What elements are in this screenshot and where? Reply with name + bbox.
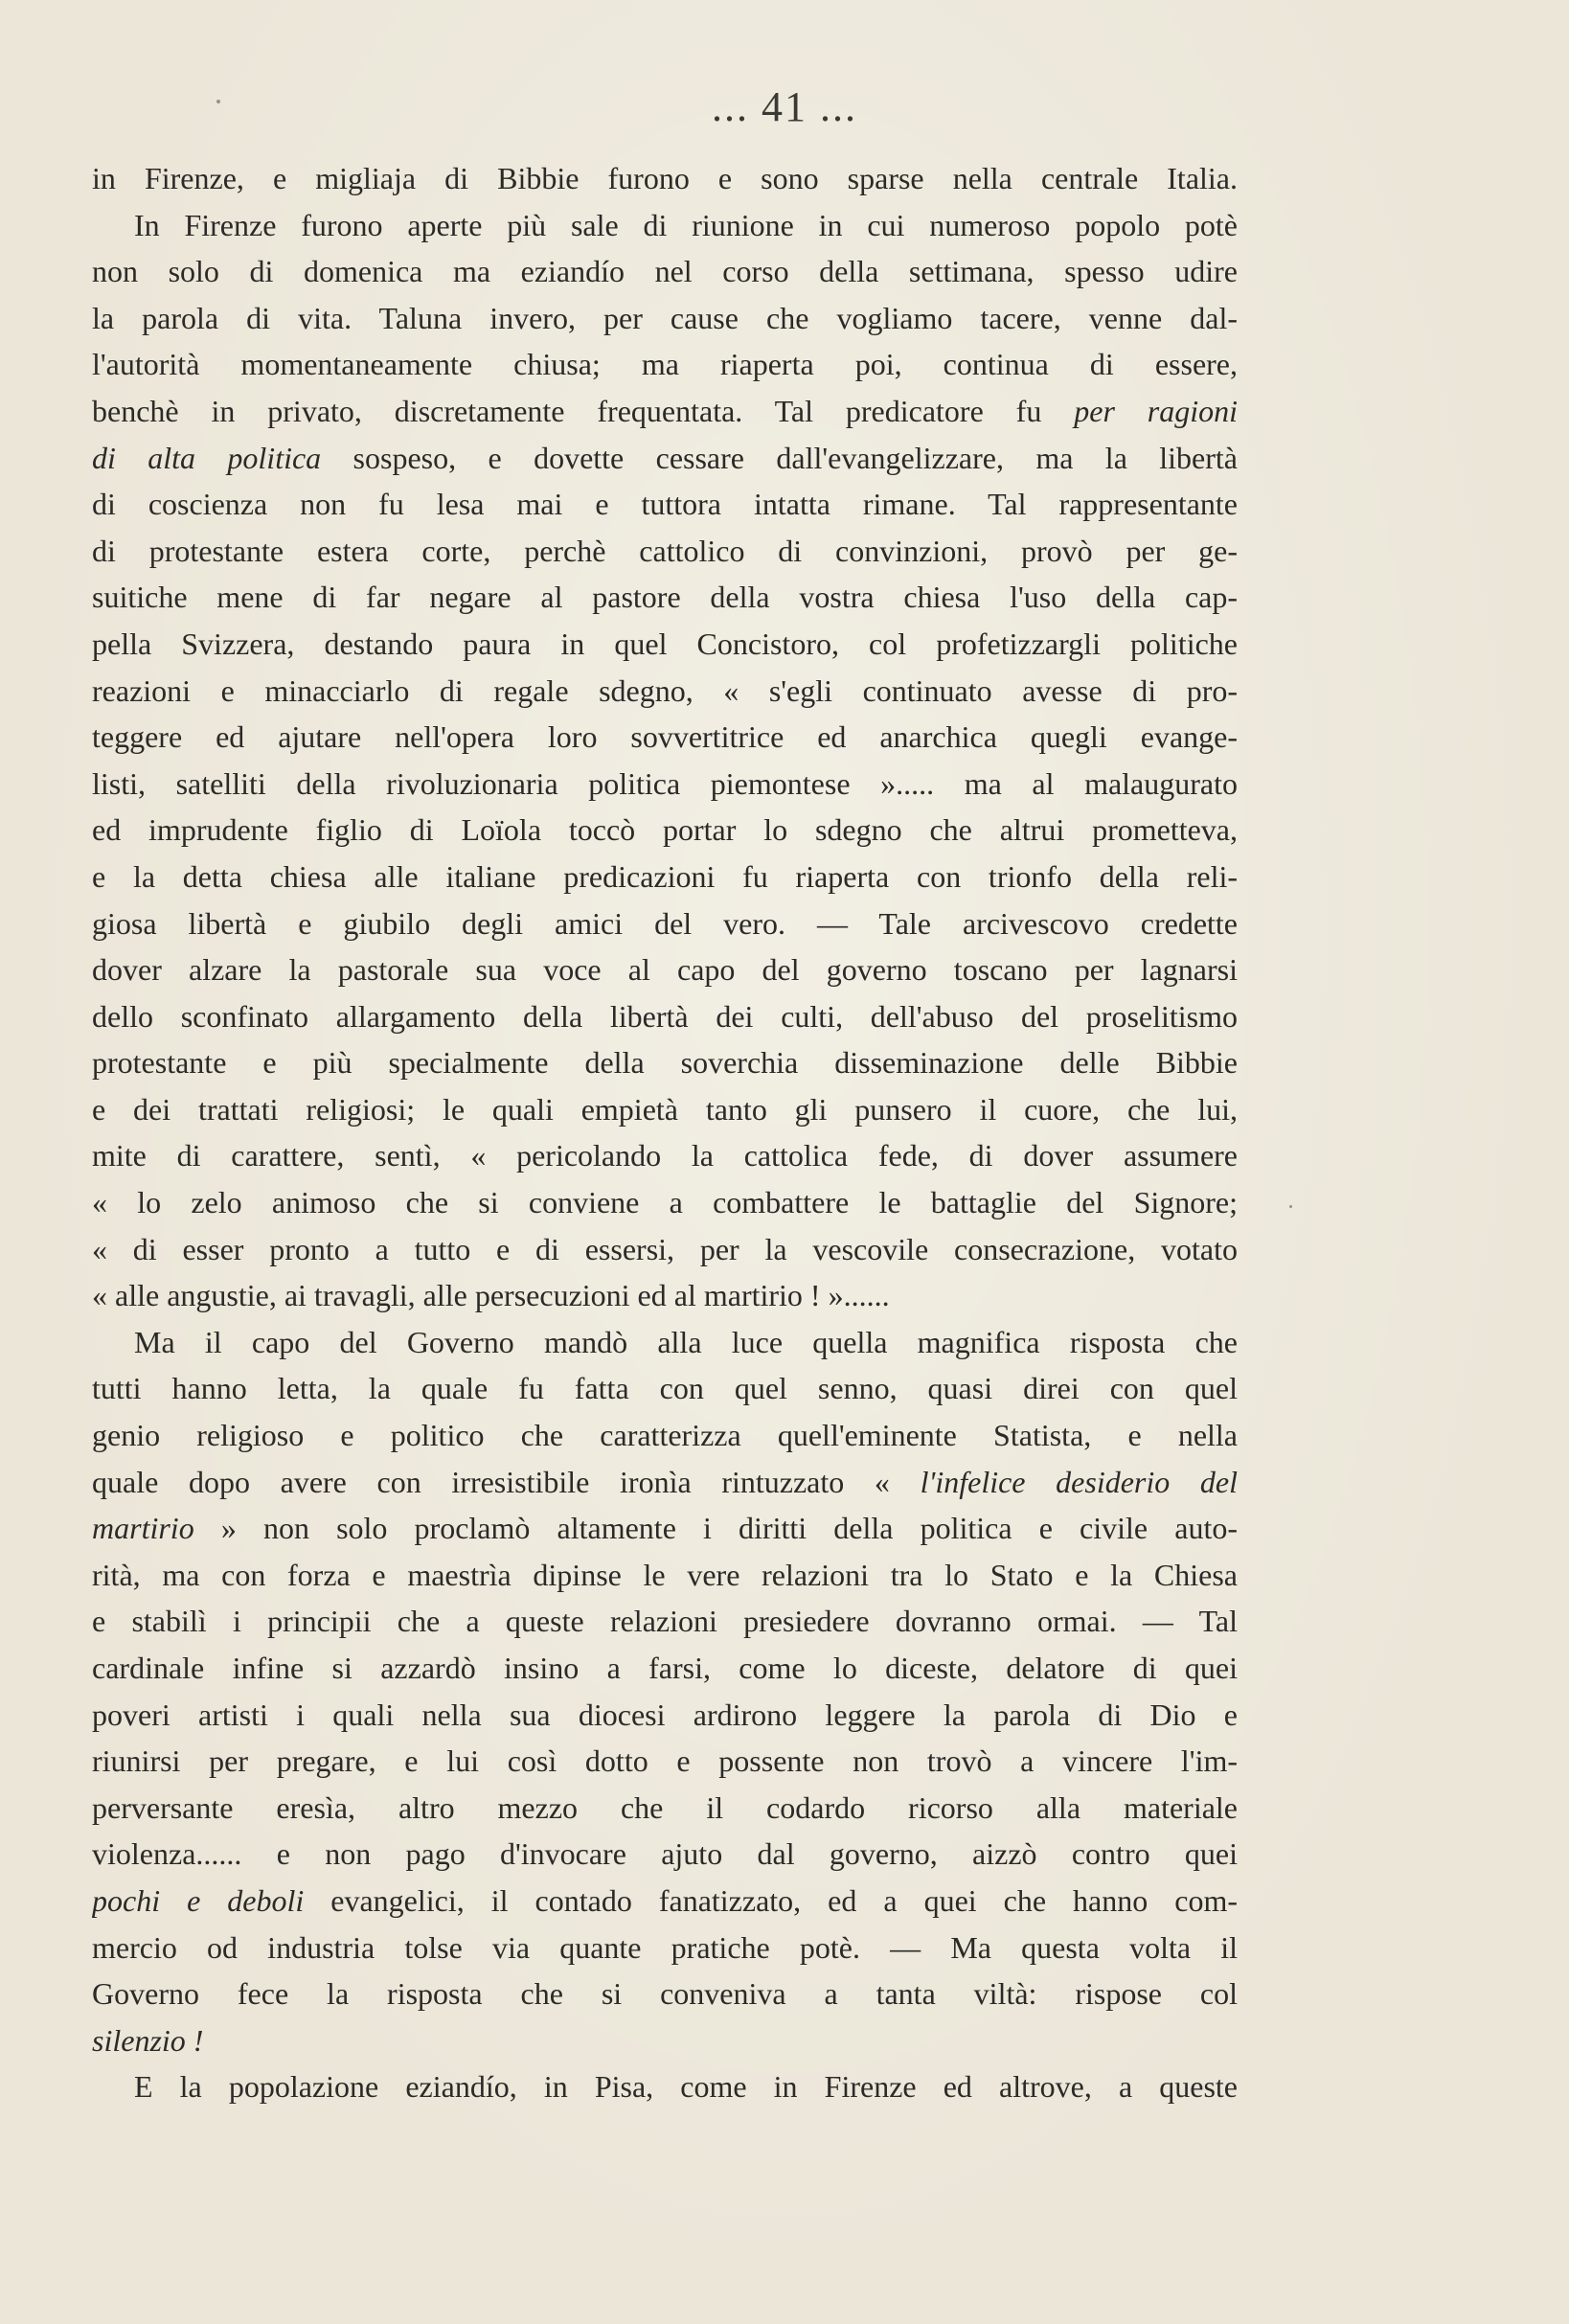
text-line: di protestante estera corte, perchè cattolico di convinzioni, provò per ge- — [92, 533, 1238, 568]
text-line: reazioni e minacciarlo di regale sdegno, « s'egli continuato avesse di pro- — [92, 672, 1238, 708]
text-line: di alta politica sospeso, e dovette cessare dall'evangelizzare, ma la libertà — [92, 440, 1238, 475]
text-line: tutti hanno letta, la quale fu fatta con quel senno, quasi direi con quel — [92, 1371, 1238, 1406]
text-line: silenzio ! — [92, 2022, 204, 2058]
text-line: quale dopo avere con irresistibile ironìa rintuzzato « l'infelice desiderio del — [92, 1464, 1238, 1499]
text-line: e stabilì i principii che a queste relazioni presiedere dovranno ormai. — Tal — [92, 1604, 1238, 1639]
text-line: cardinale infine si azzardò insino a farsi, come lo diceste, delatore di quei — [92, 1651, 1238, 1685]
text-line: « lo zelo animoso che si conviene a combattere le battaglie del Signore; — [92, 1185, 1238, 1220]
text-line: « di esser pronto a tutto e di essersi, per la vescovile consecrazione, votato — [92, 1231, 1238, 1266]
text-line: mercio od industria tolse via quante pratiche potè. — Ma questa volta il — [92, 1929, 1238, 1965]
text-line: in Firenze, e migliaja di Bibbie furono e sono sparse nella centrale Italia. — [92, 161, 1238, 195]
text-line: benchè in privato, discretamente frequentata. Tal predicatore fu per ragioni — [92, 393, 1238, 428]
text-line: genio religioso e politico che caratterizza quell'eminente Statista, e nella — [92, 1418, 1238, 1453]
text-line: dello sconfinato allargamento della libertà dei culti, dell'abuso del proselitismo — [92, 998, 1238, 1034]
text-line: E la popolazione eziandío, in Pisa, come in Firenze ed altrove, a queste — [134, 2069, 1238, 2105]
text-line: di coscienza non fu lesa mai e tuttora intatta rimane. Tal rappresentante — [92, 487, 1238, 522]
text-line: pella Svizzera, destando paura in quel Concistoro, col profetizzargli politiche — [92, 626, 1238, 661]
text-line: martirio » non solo proclamò altamente i diritti della politica e civile auto- — [92, 1511, 1238, 1546]
text-line: mite di carattere, sentì, « pericolando la cattolica fede, di dover assumere — [92, 1138, 1238, 1173]
text-line: ed imprudente figlio di Loïola toccò portar lo sdegno che altrui prometteva, — [92, 812, 1238, 848]
text-line: giosa libertà e giubilo degli amici del vero. — Tale arcivescovo credette — [92, 905, 1238, 941]
text-line: la parola di vita. Taluna invero, per cause che vogliamo tacere, venne dal- — [92, 300, 1238, 335]
text-line: rità, ma con forza e maestrìa dipinse le vere relazioni tra lo Stato e la Chiesa — [92, 1557, 1238, 1592]
text-line: e dei trattati religiosi; le quali empietà tanto gli punsero il cuore, che lui, — [92, 1091, 1238, 1127]
text-line: Governo fece la risposta che si conveniva a tanta viltà: rispose col — [92, 1976, 1238, 2012]
text-line: suitiche mene di far negare al pastore della vostra chiesa l'uso della cap- — [92, 580, 1238, 615]
text-line: violenza...... e non pago d'invocare ajuto dal governo, aizzò contro quei — [92, 1836, 1238, 1872]
text-line: teggere ed ajutare nell'opera loro sovvertitrice ed anarchica quegli evange- — [92, 719, 1238, 755]
text-line: perversante eresìa, altro mezzo che il codardo ricorso alla materiale — [92, 1789, 1238, 1825]
text-line: dover alzare la pastorale sua voce al capo del governo toscano per lagnarsi — [92, 952, 1238, 988]
paper-speck — [216, 100, 220, 103]
text-line: e la detta chiesa alle italiane predicazioni fu riaperta con trionfo della reli- — [92, 858, 1238, 894]
text-line: non solo di domenica ma eziandío nel corso della settimana, spesso udire — [92, 254, 1238, 289]
paper-speck — [1289, 1205, 1292, 1208]
body-text — [92, 155, 1238, 2110]
text-line: poveri artisti i quali nella sua diocesi ardirono leggere la parola di Dio e — [92, 1697, 1238, 1732]
text-line: In Firenze furono aperte più sale di riunione in cui numeroso popolo potè — [134, 207, 1238, 242]
text-line: riunirsi per pregare, e lui così dotto e possente non trovò a vincere l'im- — [92, 1743, 1238, 1779]
text-line: Ma il capo del Governo mandò alla luce quella magnifica risposta che — [134, 1324, 1238, 1359]
text-line: pochi e deboli evangelici, il contado fanatizzato, ed a quei che hanno com- — [92, 1882, 1238, 1918]
text-line: l'autorità momentaneamente chiusa; ma riaperta poi, continua di essere, — [92, 347, 1238, 382]
text-line: « alle angustie, ai travagli, alle persecuzioni ed al martirio ! »...... — [92, 1278, 890, 1313]
page-number: ... 41 ... — [712, 83, 857, 130]
text-line: listi, satelliti della rivoluzionaria politica piemontese »..... ma al malaugurato — [92, 765, 1238, 801]
text-line: protestante e più specialmente della soverchia disseminazione delle Bibbie — [92, 1045, 1238, 1081]
